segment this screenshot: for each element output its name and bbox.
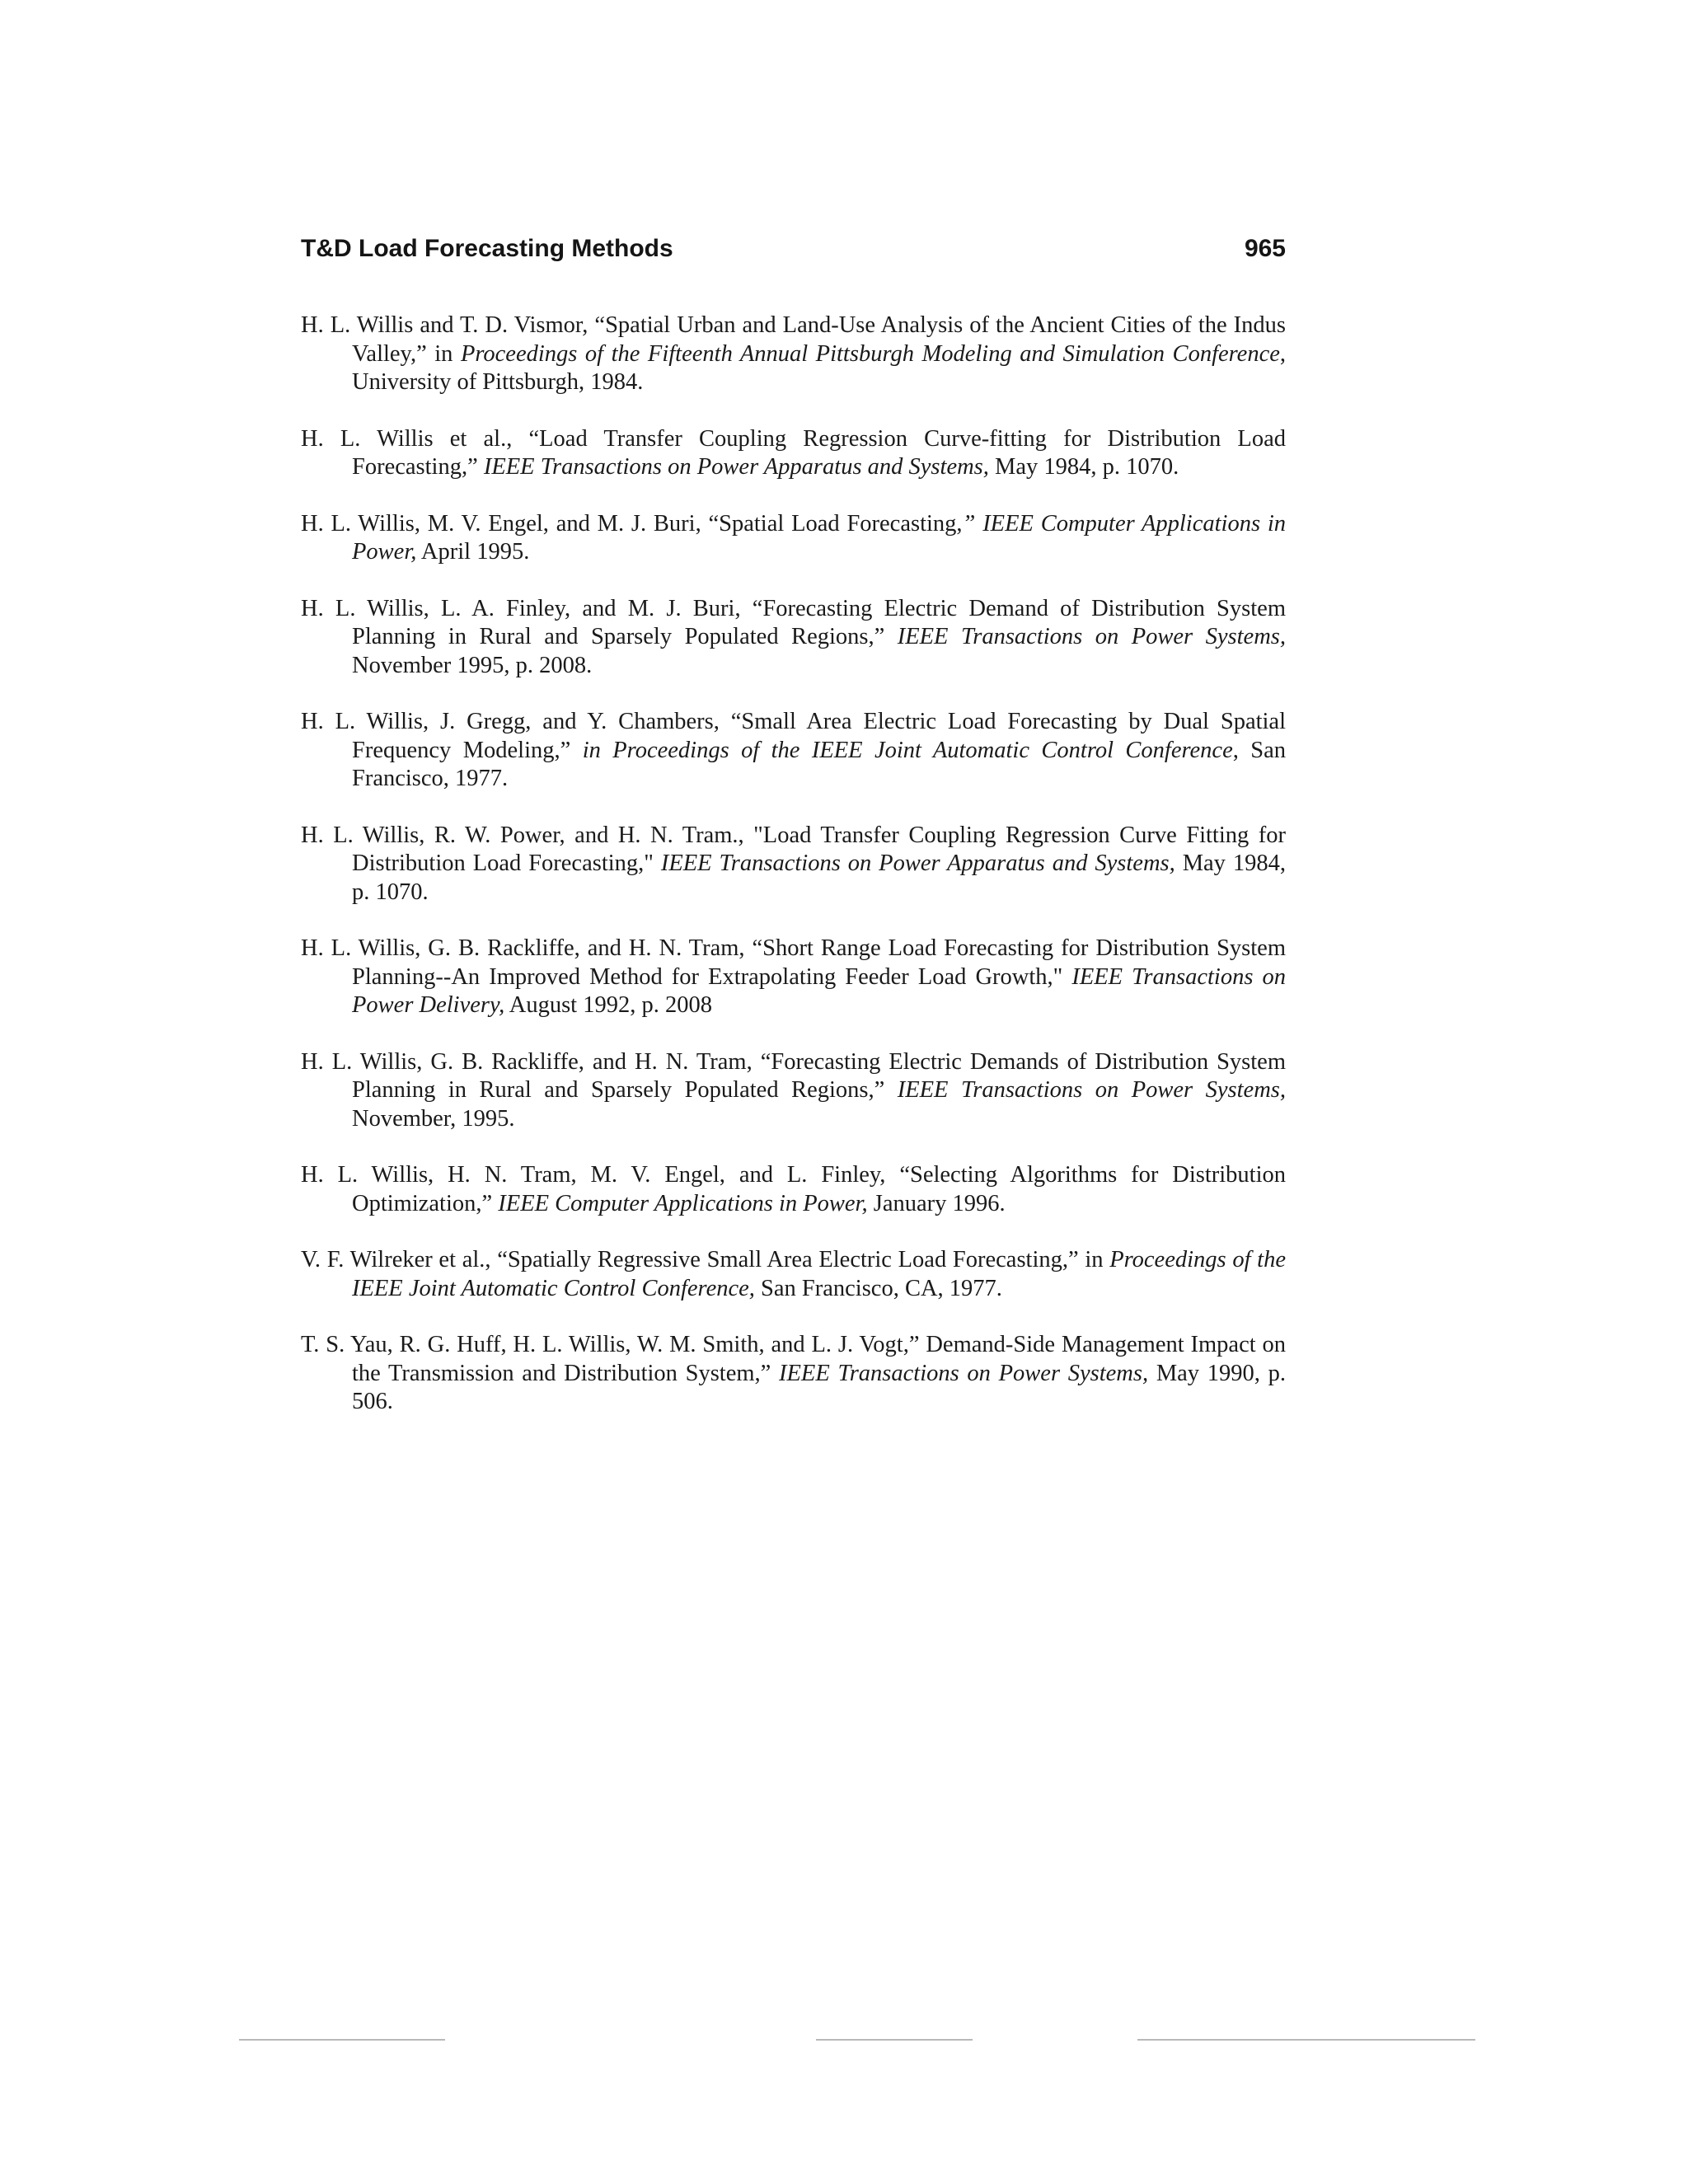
running-head: [301, 232, 1286, 269]
reference-details: May 1990, p. 506.: [352, 1360, 1286, 1414]
reference-details: May 1984, p. 1070.: [352, 851, 1286, 905]
reference-details: , University of Pittsburgh, 1984.: [352, 340, 1286, 395]
reference-text: H. L. Willis, J. Gregg, and Y. Chambers, “Small Area Electric Load Forecasting by Dual Spatial Frequency Modeling,”: [301, 709, 1286, 763]
reference-details: April 1995.: [416, 539, 530, 565]
reference-text: H. L. Willis, R. W. Power, and H. N. Tram., "Load Transfer Coupling Regression Curve Fitting for Distribution Load Forecasting,": [301, 822, 1286, 876]
reference-entry: [301, 935, 1286, 1020]
scan-noise: [206, 2036, 1475, 2044]
scan-speck: [1137, 2039, 1475, 2041]
reference-entry: [301, 708, 1286, 794]
reference-entry: [301, 1161, 1286, 1218]
scan-speck: [816, 2039, 973, 2041]
reference-text: H. L. Willis et al., “Load Transfer Coupling Regression Curve-fitting for Distribution Load Forecasting,”: [301, 425, 1286, 480]
scan-speck: [239, 2039, 445, 2041]
reference-source: IEEE Computer Applications in Power,: [498, 1190, 868, 1216]
reference-text: H. L. Willis, M. V. Engel, and M. J. Buri, “Spatial Load Forecasting,: [301, 510, 963, 537]
reference-text: H. L. Willis, G. B. Rackliffe, and H. N. Tram, “Short Range Load Forecasting for Distribution System Planning--An Improved Method for Extrapolating Feeder Load Growth,": [301, 935, 1286, 990]
reference-source: IEEE Transactions on Power Apparatus and Systems,: [660, 851, 1175, 876]
page-number: 965: [1244, 235, 1286, 262]
reference-text: H. L. Willis, L. A. Finley, and M. J. Buri, “Forecasting Electric Demand of Distribution System Planning in Rural and Sparsely Populated Regions,”: [301, 595, 1286, 649]
reference-entry: [301, 595, 1286, 681]
reference-source: IEEE Transactions on Power Apparatus and Systems,: [483, 454, 989, 480]
reference-details: San Francisco, CA, 1977.: [754, 1275, 1002, 1301]
reference-entry: [301, 1246, 1286, 1303]
reference-source: Proceedings of the Fifteenth Annual Pittsburgh Modeling and Simulation Conference: [460, 340, 1280, 367]
reference-entry: [301, 1048, 1286, 1134]
reference-text: H. L. Willis, G. B. Rackliffe, and H. N. Tram, “Forecasting Electric Demands of Distribution System Planning in Rural and Sparsely Populated Regions,”: [301, 1048, 1286, 1103]
reference-text: V. F. Wilreker et al., “Spatially Regressive Small Area Electric Load Forecasting,” in: [301, 1247, 1110, 1272]
running-head-title: T&D Load Forecasting Methods: [301, 235, 673, 262]
reference-details: May 1984, p. 1070.: [988, 454, 1179, 480]
reference-entry: [301, 510, 1286, 567]
reference-text: H. L. Willis, H. N. Tram, M. V. Engel, and L. Finley, “Selecting Algorithms for Distribution Optimization,”: [301, 1162, 1286, 1216]
reference-source: ” IEEE Computer Applications in Power,: [352, 510, 1287, 565]
reference-source: IEEE Transactions on Power Delivery,: [352, 963, 1286, 1018]
reference-details: November, 1995.: [352, 1105, 515, 1132]
reference-source: IEEE Transactions on Power Systems,: [779, 1360, 1149, 1386]
reference-details: , San Francisco, 1977.: [352, 737, 1287, 791]
reference-details: November 1995, p. 2008.: [352, 652, 593, 678]
reference-details: August 1992, p. 2008: [504, 992, 712, 1018]
reference-entry: [301, 822, 1286, 907]
reference-text: H. L. Willis and T. D. Vismor, “Spatial Urban and Land-Use Analysis of the Ancient Cities of the Indus Valley,” in: [301, 312, 1286, 367]
reference-entry: [301, 425, 1286, 482]
reference-entry: [301, 312, 1286, 397]
reference-source: Proceedings of the IEEE Joint Automatic Control Conference,: [352, 1247, 1287, 1301]
reference-text: T. S. Yau, R. G. Huff, H. L. Willis, W. M. Smith, and L. J. Vogt,” Demand-Side Management Impact on the Transmission and Distribution System,”: [301, 1332, 1286, 1386]
reference-source: in Proceedings of the IEEE Joint Automatic Control Conference: [582, 737, 1233, 763]
reference-details: January 1996.: [867, 1190, 1006, 1216]
reference-list: [301, 312, 1286, 1445]
reference-entry: [301, 1331, 1286, 1417]
reference-source: IEEE Transactions on Power Systems,: [897, 1077, 1286, 1103]
reference-source: IEEE Transactions on Power Systems,: [897, 624, 1286, 649]
